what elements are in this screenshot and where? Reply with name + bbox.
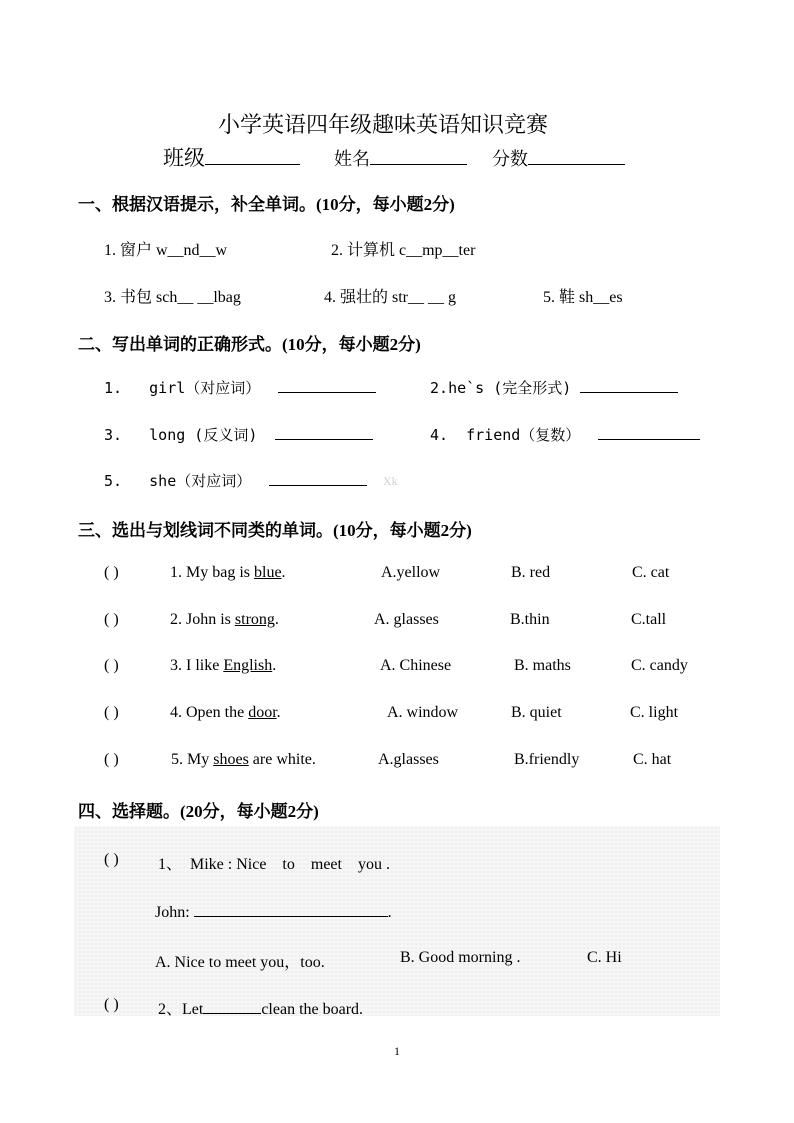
s3-question-1: 1. My bag is blue. xyxy=(170,564,286,581)
s4-q1-blank[interactable] xyxy=(194,902,388,917)
page-title: 小学英语四年级趣味英语知识竞赛 xyxy=(218,112,549,137)
s2-item-3 xyxy=(104,424,373,445)
s3-answer-paren-2[interactable]: ( ) xyxy=(104,611,119,628)
s4-answer-paren-2[interactable]: ( ) xyxy=(104,996,119,1013)
s2-answer-blank-2[interactable] xyxy=(580,378,678,393)
s3-option-c-5: C. hat xyxy=(633,751,672,768)
section-3-heading: 三、选出与划线词不同类的单词。(10分，每小题2分) xyxy=(78,521,472,540)
s3-option-b-2: B.thin xyxy=(510,611,550,628)
header-name xyxy=(334,145,467,171)
score-label: 分数 xyxy=(492,149,528,169)
page-number: 1 xyxy=(394,1044,400,1058)
s4-question-1: 1、 Mike : Nice to meet you . xyxy=(158,856,390,873)
s4-q1-response: John: . xyxy=(155,904,392,921)
s3-option-a-3: A. Chinese xyxy=(380,657,452,674)
score-blank[interactable] xyxy=(528,150,625,165)
s2-answer-blank-1[interactable] xyxy=(278,378,376,393)
s2-item-4 xyxy=(430,424,700,445)
s4-q1-option-c: C. Hi xyxy=(587,949,622,966)
s2-answer-blank-4[interactable] xyxy=(598,425,700,440)
s3-option-a-2: A. glasses xyxy=(374,611,439,628)
s3-question-2: 2. John is strong. xyxy=(170,611,279,628)
john-label: John: xyxy=(155,904,190,921)
s4-question-2: 2、Let clean the board. xyxy=(158,1001,364,1018)
name-label: 姓名 xyxy=(334,149,370,169)
name-blank[interactable] xyxy=(370,150,467,165)
s1-item-4: 4. 强壮的 str__ __ g xyxy=(324,289,457,306)
s2-num: 3. xyxy=(104,426,123,444)
s3-option-c-4: C. light xyxy=(630,704,679,721)
s2-num: 2. xyxy=(430,379,449,397)
underlined-word: strong xyxy=(234,611,275,628)
s4-answer-paren-1[interactable]: ( ) xyxy=(104,851,119,868)
s2-text: girl（对应词） xyxy=(149,379,261,397)
s1-item-3: 3. 书包 sch__ __lbag xyxy=(104,289,241,306)
s3-option-c-3: C. candy xyxy=(631,657,688,674)
class-blank[interactable] xyxy=(205,150,300,165)
s1-item-5: 5. 鞋 sh__es xyxy=(543,289,623,306)
s2-text: long (反义词) xyxy=(149,426,258,444)
header-class xyxy=(163,142,300,172)
s2-num: 1. xyxy=(104,379,123,397)
section-1-heading: 一、根据汉语提示，补全单词。(10分，每小题2分) xyxy=(78,195,455,214)
header-score xyxy=(492,145,625,171)
underlined-word: English xyxy=(223,657,273,674)
s3-question-5: 5. My shoes are white. xyxy=(171,751,316,768)
s3-answer-paren-3[interactable]: ( ) xyxy=(104,657,119,674)
s2-item-2 xyxy=(430,377,678,398)
s2-item-1 xyxy=(104,377,376,398)
s3-option-a-4: A. window xyxy=(387,704,459,721)
s3-option-c-1: C. cat xyxy=(632,564,670,581)
s3-option-b-3: B. maths xyxy=(514,657,571,674)
s2-text: he`s (完全形式) xyxy=(448,379,572,397)
s2-item-5 xyxy=(104,470,367,491)
section-4-heading: 四、选择题。(20分，每小题2分) xyxy=(78,802,319,821)
s2-num: 4. xyxy=(430,426,449,444)
class-label: 班级 xyxy=(163,146,205,170)
section-2-heading: 二、写出单词的正确形式。(10分，每小题2分) xyxy=(78,335,421,354)
s4-q1-option-b: B. Good morning . xyxy=(400,949,521,966)
s3-answer-paren-4[interactable]: ( ) xyxy=(104,704,119,721)
s3-answer-paren-5[interactable]: ( ) xyxy=(104,751,119,768)
s3-option-c-2: C.tall xyxy=(631,611,667,628)
underlined-word: blue xyxy=(254,564,282,581)
s3-option-b-4: B. quiet xyxy=(511,704,562,721)
s2-answer-blank-3[interactable] xyxy=(275,425,373,440)
s3-option-b-5: B.friendly xyxy=(514,751,580,768)
underlined-word: door xyxy=(248,704,277,721)
underlined-word: shoes xyxy=(213,751,249,768)
s2-num: 5. xyxy=(104,472,123,490)
s2-answer-blank-5[interactable] xyxy=(269,471,367,486)
s2-text: she（对应词） xyxy=(149,472,252,490)
s3-option-a-5: A.glasses xyxy=(378,751,439,768)
s3-answer-paren-1[interactable]: ( ) xyxy=(104,564,119,581)
s3-option-b-1: B. red xyxy=(511,564,551,581)
s1-item-2: 2. 计算机 c__mp__ter xyxy=(331,242,476,259)
s4-q2-blank[interactable] xyxy=(203,999,261,1014)
s3-question-3: 3. I like English. xyxy=(170,657,277,674)
s3-question-4: 4. Open the door. xyxy=(170,704,281,721)
s1-item-1: 1. 窗户 w__nd__w xyxy=(104,242,228,259)
s3-option-a-1: A.yellow xyxy=(381,564,441,581)
s2-text: friend（复数） xyxy=(466,426,581,444)
s4-q1-option-a: A. Nice to meet you，too. xyxy=(155,954,325,971)
faint-mark: Xk xyxy=(383,474,398,488)
